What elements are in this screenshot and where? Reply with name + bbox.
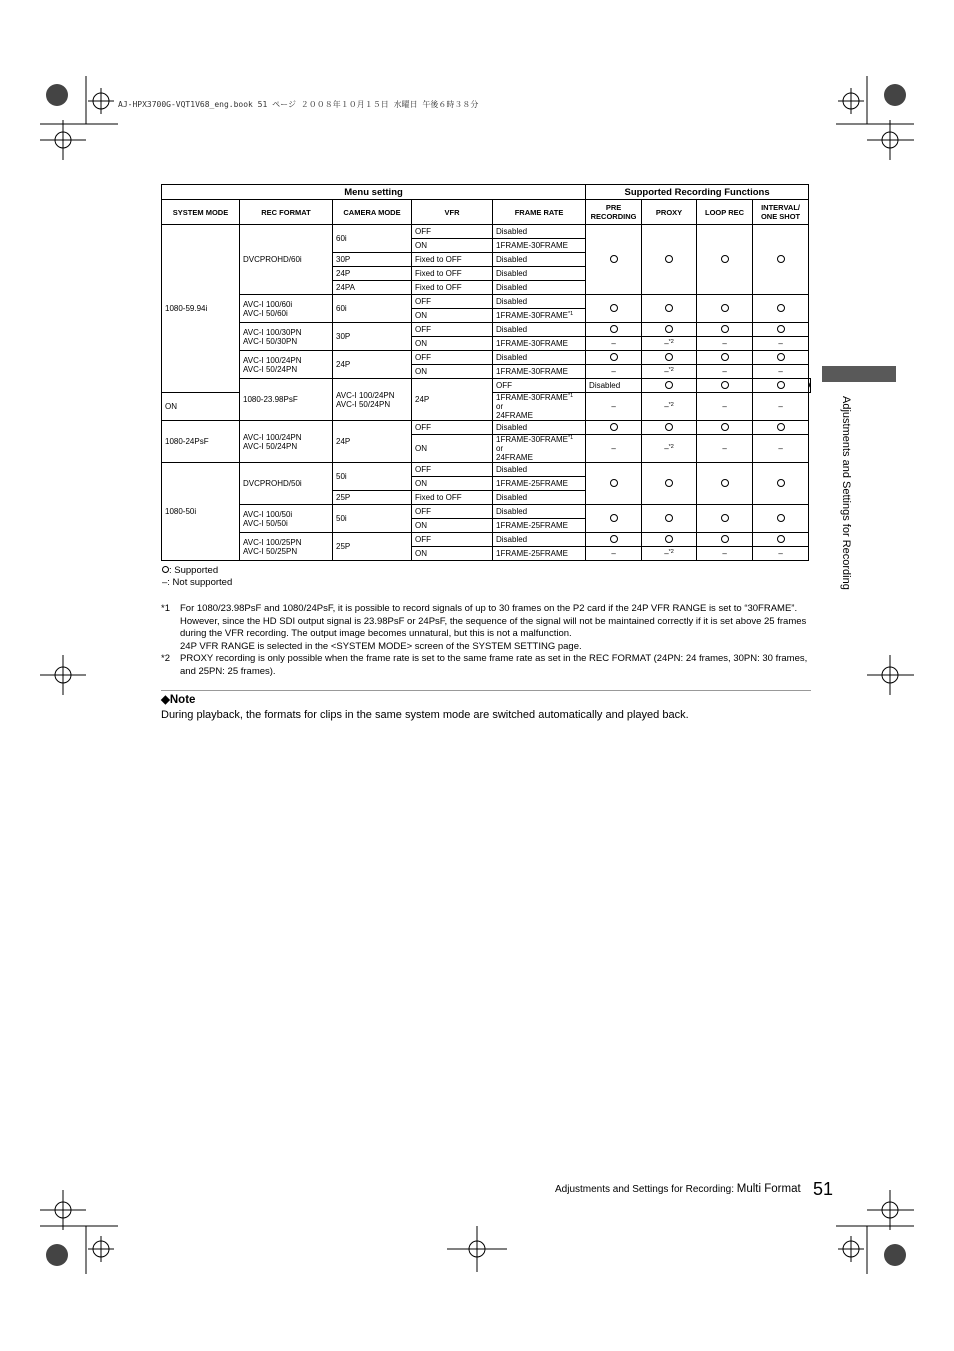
interval-cell: –	[753, 547, 809, 561]
rec-format-cell: AVC-I 100/24PN AVC-I 50/24PN	[333, 379, 412, 421]
loop-rec-cell: –	[697, 435, 753, 463]
table-row	[162, 323, 811, 337]
interval-cell	[753, 533, 809, 547]
table-row	[162, 463, 811, 477]
col-pre-recording: PRE RECORDING	[586, 200, 642, 225]
interval-cell	[753, 351, 809, 365]
vfr-cell: ON	[412, 547, 493, 561]
camera-mode-cell: 24PA	[333, 281, 412, 295]
vfr-cell: OFF	[412, 225, 493, 239]
supported-circle-icon	[777, 514, 785, 522]
supported-circle-icon	[610, 535, 618, 543]
table-row	[162, 379, 811, 393]
proxy-cell	[642, 533, 697, 547]
system-mode-cell: 1080-59.94i	[162, 225, 240, 393]
note-heading: ◆Note	[161, 694, 196, 706]
proxy-cell	[642, 463, 697, 505]
loop-rec-cell	[697, 225, 753, 295]
col-interval-one-shot: INTERVAL/ ONE SHOT	[753, 200, 809, 225]
camera-mode-cell: 24P	[333, 351, 412, 379]
frame-rate-cell: Disabled	[493, 281, 586, 295]
legend-supported: : Supported	[162, 565, 218, 576]
vfr-cell: OFF	[412, 533, 493, 547]
frame-rate-cell: 1FRAME-30FRAME$^{*1}$ or 24FRAME	[493, 435, 586, 463]
proxy-cell	[642, 323, 697, 337]
table-row	[162, 533, 811, 547]
camera-mode-cell: 60i	[333, 295, 412, 323]
print-header-line: AJ-HPX3700G-VQT1V68_eng.book 51 ページ ２００８年１０月１５日 水曜日 午後６時３８分	[118, 100, 479, 109]
supported-circle-icon	[777, 325, 785, 333]
frame-rate-cell: Disabled	[493, 463, 586, 477]
supported-circle-icon	[610, 514, 618, 522]
vfr-cell: ON	[412, 519, 493, 533]
vfr-cell: OFF	[412, 421, 493, 435]
camera-mode-cell: 25P	[333, 491, 412, 505]
vfr-cell: OFF	[412, 351, 493, 365]
supported-circle-icon	[809, 381, 810, 389]
col-loop-rec: LOOP REC	[697, 200, 753, 225]
supported-circle-icon	[610, 304, 618, 312]
recording-functions-table	[161, 184, 811, 561]
supported-circle-icon	[721, 325, 729, 333]
vfr-cell: OFF	[412, 463, 493, 477]
frame-rate-cell: Disabled	[493, 505, 586, 519]
side-tab-label: Adjustments and Settings for Recording	[840, 396, 852, 590]
supported-circle-icon	[610, 479, 618, 487]
supported-circle-icon	[777, 353, 785, 361]
supported-circle-icon	[610, 255, 618, 263]
pre-recording-cell: –	[586, 435, 642, 463]
frame-rate-cell: Disabled	[493, 267, 586, 281]
proxy-cell	[642, 421, 697, 435]
supported-circle-icon	[665, 304, 673, 312]
pre-recording-cell	[586, 295, 642, 323]
supported-circle-icon	[610, 325, 618, 333]
frame-rate-cell: Disabled	[586, 379, 642, 393]
pre-recording-cell: –	[586, 337, 642, 351]
vfr-cell: Fixed to OFF	[412, 267, 493, 281]
camera-mode-cell: 30P	[333, 323, 412, 351]
frame-rate-cell: Disabled	[493, 421, 586, 435]
interval-cell	[753, 225, 809, 295]
system-mode-cell: 1080-24PsF	[162, 421, 240, 463]
interval-cell	[809, 379, 811, 393]
supported-circle-icon	[665, 381, 673, 389]
vfr-cell: OFF	[493, 379, 586, 393]
loop-rec-cell: –	[697, 337, 753, 351]
menu-setting-header: Menu setting	[162, 185, 586, 200]
supported-circle-icon	[721, 423, 729, 431]
legend-not-supported: –: Not supported	[162, 577, 233, 588]
rec-format-cell: AVC-I 100/50i AVC-I 50/50i	[240, 505, 333, 533]
camera-mode-cell: 24P	[333, 267, 412, 281]
supported-circle-icon	[777, 535, 785, 543]
rec-format-cell: DVCPROHD/60i	[240, 225, 333, 295]
camera-mode-cell: 24P	[333, 421, 412, 463]
side-tab-bar	[822, 366, 896, 382]
pre-recording-cell	[586, 323, 642, 337]
frame-rate-cell: 1FRAME-25FRAME	[493, 547, 586, 561]
supported-circle-icon	[721, 353, 729, 361]
vfr-cell: Fixed to OFF	[412, 491, 493, 505]
vfr-cell: ON	[412, 309, 493, 323]
vfr-cell: OFF	[412, 295, 493, 309]
col-camera-mode: CAMERA MODE	[333, 200, 412, 225]
frame-rate-cell: Disabled	[493, 533, 586, 547]
proxy-cell: –$^{*2}$	[642, 337, 697, 351]
supported-circle-icon	[721, 381, 729, 389]
pre-recording-cell	[586, 351, 642, 365]
col-rec-format: REC FORMAT	[240, 200, 333, 225]
footer-section-title: Adjustments and Settings for Recording: Multi Format	[555, 1183, 801, 1195]
proxy-cell	[642, 505, 697, 533]
camera-mode-cell: 24P	[412, 379, 493, 421]
supported-circle-icon	[610, 353, 618, 361]
footnote-2: *2 PROXY recording is only possible when the frame rate is set to the same frame rate as set in the REC FORMAT (24PN: 24 frames, 30PN: 30 frames, and 25PN: 25 frames).	[161, 653, 808, 677]
pre-recording-cell	[586, 505, 642, 533]
system-mode-cell: 1080-50i	[162, 463, 240, 561]
interval-cell	[753, 295, 809, 323]
proxy-cell: –$^{*2}$	[642, 547, 697, 561]
pre-recording-cell: –	[586, 365, 642, 379]
pre-recording-cell	[642, 379, 697, 393]
interval-cell	[753, 505, 809, 533]
vfr-cell: ON	[162, 393, 240, 421]
frame-rate-cell: 1FRAME-30FRAME	[493, 365, 586, 379]
rec-format-cell: AVC-I 100/24PN AVC-I 50/24PN	[240, 421, 333, 463]
supported-circle-icon	[721, 514, 729, 522]
supported-circle-icon	[777, 304, 785, 312]
loop-rec-cell	[697, 463, 753, 505]
supported-circle-icon	[665, 255, 673, 263]
supported-circle-icon	[665, 514, 673, 522]
frame-rate-cell: Disabled	[493, 253, 586, 267]
camera-mode-cell: 50i	[333, 463, 412, 491]
interval-cell: –	[753, 365, 809, 379]
camera-mode-cell: 50i	[333, 505, 412, 533]
table-row	[162, 421, 811, 435]
footnote-1: *1 For 1080/23.98PsF and 1080/24PsF, it is possible to record signals of up to 30 frames on the P2 card if the 24P VFR RANGE is set to “30FRAME”. However, since the HD SDI output signal is 23.98PsF or 24PsF, the sequence of the signal will not be maintained correctly if it is set above 25 frames during the VFR recording. The output image becomes unnatural, but this is not a malfunction. 24P VFR RANGE is selected in the <SYSTEM MODE> screen of the SYSTEM SETTING page.	[161, 603, 807, 652]
interval-cell	[753, 421, 809, 435]
loop-rec-cell	[697, 351, 753, 365]
table-row	[162, 351, 811, 365]
rec-format-cell: AVC-I 100/60i AVC-I 50/60i	[240, 295, 333, 323]
supported-circle-icon	[721, 479, 729, 487]
supported-circle-icon	[777, 423, 785, 431]
supported-circle-icon	[665, 479, 673, 487]
supported-circle-icon	[162, 566, 169, 573]
frame-rate-cell: 1FRAME-25FRAME	[493, 519, 586, 533]
rec-format-cell: DVCPROHD/50i	[240, 463, 333, 505]
supported-circle-icon	[721, 255, 729, 263]
note-body: During playback, the formats for clips in the same system mode are switched automatically and played back.	[161, 709, 689, 721]
pre-recording-cell	[586, 421, 642, 435]
proxy-cell	[642, 225, 697, 295]
vfr-cell: ON	[412, 365, 493, 379]
supported-circle-icon	[721, 535, 729, 543]
system-mode-cell: 1080-23.98PsF	[240, 379, 333, 421]
vfr-cell: Fixed to OFF	[412, 253, 493, 267]
proxy-cell: –$^{*2}$	[642, 365, 697, 379]
proxy-cell: –$^{*2}$	[642, 393, 697, 421]
frame-rate-cell: 1FRAME-30FRAME$^{*1}$	[493, 309, 586, 323]
table-row	[162, 295, 811, 309]
pre-recording-cell	[586, 225, 642, 295]
frame-rate-cell: Disabled	[493, 323, 586, 337]
supported-circle-icon	[777, 255, 785, 263]
supported-circle-icon	[721, 304, 729, 312]
loop-rec-cell	[753, 379, 809, 393]
camera-mode-cell: 30P	[333, 253, 412, 267]
supported-circle-icon	[665, 535, 673, 543]
vfr-cell: ON	[412, 477, 493, 491]
proxy-cell	[642, 295, 697, 323]
rec-format-cell: AVC-I 100/25PN AVC-I 50/25PN	[240, 533, 333, 561]
loop-rec-cell: –	[697, 393, 753, 421]
interval-cell	[753, 463, 809, 505]
proxy-cell	[642, 351, 697, 365]
supported-functions-header: Supported Recording Functions	[586, 185, 809, 200]
camera-mode-cell: 25P	[333, 533, 412, 561]
supported-circle-icon	[665, 423, 673, 431]
vfr-cell: ON	[412, 239, 493, 253]
frame-rate-cell: Disabled	[493, 225, 586, 239]
table-header-group-row	[162, 185, 811, 200]
loop-rec-cell	[697, 505, 753, 533]
pre-recording-cell	[586, 533, 642, 547]
pre-recording-cell: –	[586, 547, 642, 561]
col-proxy: PROXY	[642, 200, 697, 225]
page-number: 51	[813, 1179, 834, 1199]
vfr-cell: OFF	[412, 323, 493, 337]
loop-rec-cell	[697, 295, 753, 323]
loop-rec-cell	[697, 323, 753, 337]
pre-recording-cell	[586, 463, 642, 505]
interval-cell: –	[753, 435, 809, 463]
rec-format-cell: AVC-I 100/30PN AVC-I 50/30PN	[240, 323, 333, 351]
note-divider	[161, 690, 811, 691]
diamond-icon: ◆	[161, 694, 170, 706]
vfr-cell: ON	[412, 337, 493, 351]
loop-rec-cell	[697, 421, 753, 435]
vfr-cell: OFF	[412, 505, 493, 519]
interval-cell: –	[753, 337, 809, 351]
vfr-cell: ON	[412, 435, 493, 463]
vfr-cell: Fixed to OFF	[412, 281, 493, 295]
supported-circle-icon	[665, 353, 673, 361]
proxy-cell	[697, 379, 753, 393]
loop-rec-cell: –	[697, 365, 753, 379]
table-header-column-row	[162, 200, 811, 225]
col-system-mode: SYSTEM MODE	[162, 200, 240, 225]
supported-circle-icon	[610, 423, 618, 431]
interval-cell: –	[753, 393, 809, 421]
pre-recording-cell: –	[586, 393, 642, 421]
col-vfr: VFR	[412, 200, 493, 225]
frame-rate-cell: 1FRAME-30FRAME	[493, 239, 586, 253]
supported-circle-icon	[665, 325, 673, 333]
rec-format-cell: AVC-I 100/24PN AVC-I 50/24PN	[240, 351, 333, 379]
frame-rate-cell: 1FRAME-30FRAME$^{*1}$ or 24FRAME	[493, 393, 586, 421]
frame-rate-cell: 1FRAME-30FRAME	[493, 337, 586, 351]
frame-rate-cell: Disabled	[493, 295, 586, 309]
camera-mode-cell: 60i	[333, 225, 412, 253]
supported-circle-icon	[777, 381, 785, 389]
supported-circle-icon	[777, 479, 785, 487]
frame-rate-cell: 1FRAME-25FRAME	[493, 477, 586, 491]
proxy-cell: –$^{*2}$	[642, 435, 697, 463]
table-row	[162, 225, 811, 239]
col-frame-rate: FRAME RATE	[493, 200, 586, 225]
frame-rate-cell: Disabled	[493, 351, 586, 365]
frame-rate-cell: Disabled	[493, 491, 586, 505]
loop-rec-cell	[697, 533, 753, 547]
table-row	[162, 505, 811, 519]
loop-rec-cell: –	[697, 547, 753, 561]
interval-cell	[753, 323, 809, 337]
